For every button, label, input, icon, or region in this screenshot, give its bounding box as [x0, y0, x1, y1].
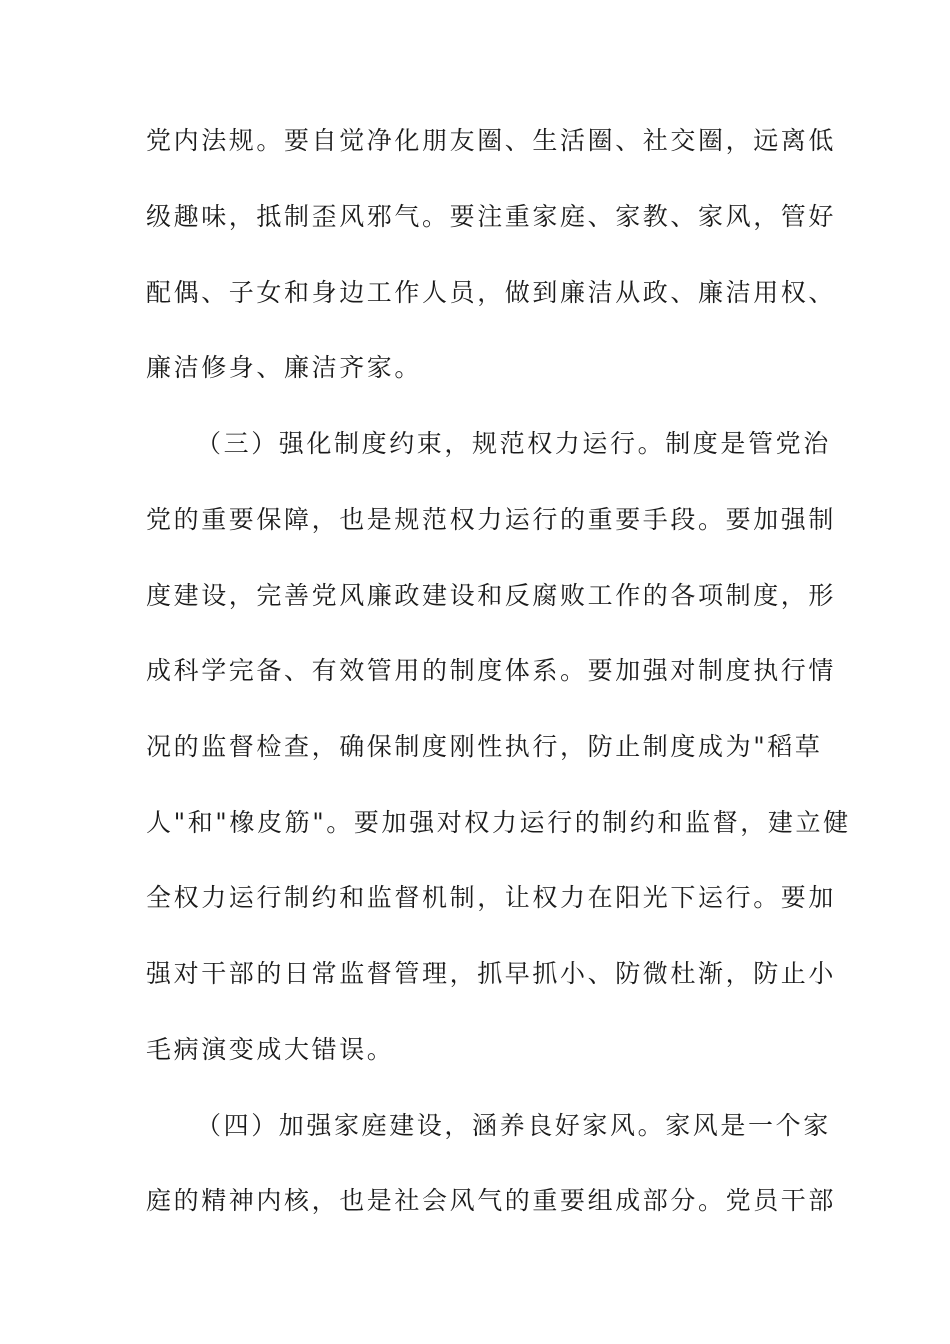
text-line: 成科学完备、有效管用的制度体系。要加强对制度执行情	[146, 656, 837, 685]
section-heading-3: （三）强化制度约束，规范权力运行。制度是管党治	[196, 429, 831, 458]
text-line: 全权力运行制约和监督机制，让权力在阳光下运行。要加	[146, 883, 837, 912]
text-line: 况的监督检查，确保制度刚性执行，防止制度成为"稻草	[146, 732, 823, 761]
text-line: 毛病演变成大错误。	[146, 1035, 395, 1064]
text-line: 党的重要保障，也是规范权力运行的重要手段。要加强制	[146, 505, 837, 534]
text-line: 廉洁修身、廉洁齐家。	[146, 353, 423, 382]
text-line: 配偶、子女和身边工作人员，做到廉洁从政、廉洁用权、	[146, 278, 837, 307]
text-line: 庭的精神内核，也是社会风气的重要组成部分。党员干部	[146, 1186, 837, 1215]
text-line: 强对干部的日常监督管理，抓早抓小、防微杜渐，防止小	[146, 959, 837, 988]
text-line: 级趣味，抵制歪风邪气。要注重家庭、家教、家风，管好	[146, 202, 837, 231]
text-line: 人"和"橡皮筋"。要加强对权力运行的制约和监督，建立健	[146, 808, 851, 837]
text-line: 党内法规。要自觉净化朋友圈、生活圈、社交圈，远离低	[146, 126, 837, 155]
text-line: 度建设，完善党风廉政建设和反腐败工作的各项制度，形	[146, 581, 837, 610]
section-heading-4: （四）加强家庭建设，涵养良好家风。家风是一个家	[196, 1111, 831, 1140]
